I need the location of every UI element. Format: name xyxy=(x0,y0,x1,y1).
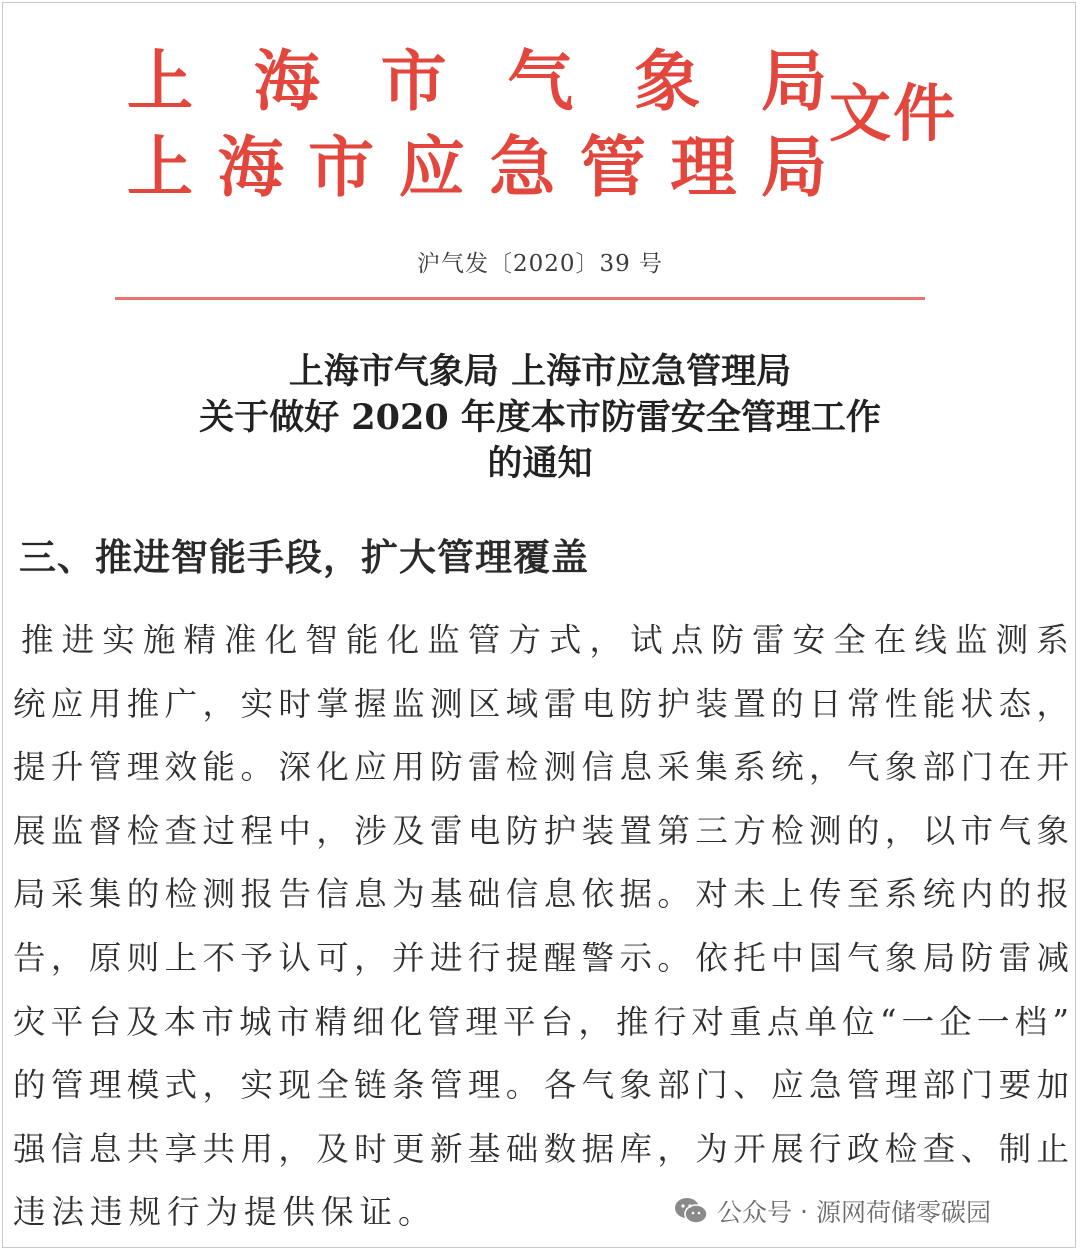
body-char: 管 xyxy=(429,1066,463,1105)
notice-title-line-3: 的通知 xyxy=(487,443,593,484)
body-char: 告 xyxy=(13,938,46,977)
body-char: 展 xyxy=(13,811,46,850)
body-char: 进 xyxy=(429,938,463,977)
body-char: 单 xyxy=(804,1002,837,1041)
body-line xyxy=(13,1118,1069,1182)
body-char: 依 xyxy=(695,938,728,977)
body-char: 用 xyxy=(240,1129,273,1168)
body-char: 醒 xyxy=(543,938,577,977)
body-char: 传 xyxy=(809,875,842,914)
body-char: 气 xyxy=(846,938,880,977)
body-char: 更 xyxy=(392,1129,425,1168)
body-char: 管 xyxy=(427,1002,461,1041)
body-char: 实 xyxy=(240,1066,273,1105)
body-char: 展 xyxy=(771,1129,804,1168)
body-char: 用 xyxy=(392,748,425,787)
body-char: 三 xyxy=(695,811,728,850)
body-char: 以 xyxy=(922,811,956,850)
agency-name-emergency xyxy=(127,128,827,206)
agency-name-char: 急 xyxy=(489,128,556,206)
body-char: 装 xyxy=(581,811,615,850)
body-char: 要 xyxy=(998,1066,1032,1105)
body-char: 检 xyxy=(126,811,160,850)
body-char: 及 xyxy=(316,1129,349,1168)
body-char: 本 xyxy=(163,1002,197,1041)
body-char: 档 xyxy=(1014,1002,1048,1041)
body-char: 理 xyxy=(126,748,160,787)
body-char: 局 xyxy=(922,938,956,977)
section-heading: 三、推进智能手段，扩大管理覆盖 xyxy=(19,536,589,579)
agency-name-char: 上 xyxy=(127,42,193,120)
agency-name-char: 上 xyxy=(127,128,193,206)
body-line xyxy=(13,736,1069,800)
body-char: 据 xyxy=(581,1129,615,1168)
body-char: 第 xyxy=(657,811,690,850)
body-char: 雷 xyxy=(543,684,577,723)
body-char: 上 xyxy=(164,938,198,977)
body-char: 门 xyxy=(960,748,994,787)
body-char: 效 xyxy=(164,748,198,787)
body-char: 精 xyxy=(183,621,216,659)
body-char: 推 xyxy=(616,1002,649,1041)
body-char: 测 xyxy=(809,811,842,850)
body-char: 在 xyxy=(998,748,1032,787)
section-body xyxy=(13,609,1069,1245)
agency-name-char: 海 xyxy=(217,128,284,206)
body-char: 市 xyxy=(201,1002,234,1041)
body-char: 试 xyxy=(630,621,663,659)
body-char: 推 xyxy=(21,621,54,659)
body-char: 息 xyxy=(543,875,577,914)
body-char: 的 xyxy=(13,1066,46,1105)
body-char: 则 xyxy=(126,938,160,977)
body-char: 。 xyxy=(240,748,273,787)
body-char: 。 xyxy=(505,1066,539,1105)
body-char: 监 xyxy=(50,811,84,850)
agency-name-char: 管 xyxy=(579,128,646,206)
body-char: 理 xyxy=(88,1066,122,1105)
body-char: 象 xyxy=(884,938,918,977)
body-char: 托 xyxy=(733,938,766,977)
body-char: 检 xyxy=(884,1129,918,1168)
body-char: 程 xyxy=(240,811,273,850)
body-char: 报 xyxy=(240,875,273,914)
body-char: 、 xyxy=(960,1129,994,1168)
body-char: 应 xyxy=(50,684,84,723)
body-char: 智 xyxy=(305,621,338,659)
body-char: 的 xyxy=(846,811,880,850)
body-char: 雷 xyxy=(429,811,463,850)
body-char: 深 xyxy=(278,748,311,787)
body-char: 信 xyxy=(505,875,539,914)
body-char: 础 xyxy=(505,1129,539,1168)
body-char: 对 xyxy=(695,875,728,914)
agency-name-char: 理 xyxy=(670,128,737,206)
agency-name-meteorological xyxy=(127,42,827,120)
body-char: 集 xyxy=(88,875,122,914)
body-char: 方 xyxy=(508,621,541,659)
body-char: 升 xyxy=(50,748,84,787)
body-char: 全 xyxy=(833,621,866,659)
agency-name-char: 局 xyxy=(760,128,827,206)
body-char: 统 xyxy=(771,748,804,787)
body-char: 测 xyxy=(543,748,577,787)
body-char: 雷 xyxy=(467,748,501,787)
body-char: 共 xyxy=(126,1129,160,1168)
body-char: 状 xyxy=(960,684,994,723)
body-char: 式 xyxy=(548,621,582,659)
body-char: 、 xyxy=(733,1066,766,1105)
body-char: 息 xyxy=(88,1129,122,1168)
body-char: 告 xyxy=(278,875,311,914)
body-char: 护 xyxy=(543,811,577,850)
body-char: 部 xyxy=(922,1066,956,1105)
body-char: 监 xyxy=(955,621,988,659)
body-char: 提 xyxy=(505,938,539,977)
body-char: 理 xyxy=(467,1066,501,1105)
body-char: 在 xyxy=(873,621,907,659)
body-char: 信 xyxy=(581,748,615,787)
body-char: 态 xyxy=(998,684,1032,723)
body-char: 施 xyxy=(142,621,176,659)
document-number: 沪气发〔2020〕39 号 xyxy=(416,251,664,277)
body-line xyxy=(13,927,1069,991)
body-char: ， xyxy=(278,1129,311,1168)
body-char: 置 xyxy=(619,811,653,850)
body-char: 防 xyxy=(960,938,994,977)
body-char: 精 xyxy=(314,1002,348,1041)
body-line xyxy=(13,673,1069,737)
agency-name-char: 象 xyxy=(634,42,701,120)
body-char: 对 xyxy=(691,1002,724,1041)
body-char: 台 xyxy=(540,1002,574,1041)
body-char: 测 xyxy=(202,875,236,914)
body-char: 防 xyxy=(711,621,744,659)
body-char: 握 xyxy=(354,684,387,723)
body-char: 础 xyxy=(467,875,501,914)
body-char: 台 xyxy=(88,1002,121,1041)
body-line xyxy=(13,800,1069,864)
body-char: 行 xyxy=(467,938,501,977)
agency-name-char: 应 xyxy=(398,128,465,206)
body-char: 减 xyxy=(1036,938,1069,977)
body-char: 化 xyxy=(264,621,298,659)
body-line: 违法违规行为提供保证。 xyxy=(13,1193,437,1232)
body-char: 一 xyxy=(901,1002,935,1041)
body-char: 链 xyxy=(354,1066,387,1105)
body-char: 市 xyxy=(960,811,994,850)
body-char: ， xyxy=(50,938,84,977)
body-char: 理 xyxy=(884,1066,918,1105)
body-char: 并 xyxy=(392,938,425,977)
agency-name-char: 市 xyxy=(380,42,447,120)
wechat-icon xyxy=(673,1196,709,1226)
body-char: 防 xyxy=(429,748,463,787)
body-char: 为 xyxy=(695,1129,728,1168)
body-char: 警 xyxy=(581,938,615,977)
body-char: 常 xyxy=(846,684,880,723)
body-char: 化 xyxy=(389,1002,423,1041)
body-char: 重 xyxy=(729,1002,762,1041)
body-char: 装 xyxy=(695,684,728,723)
body-char: 库 xyxy=(619,1129,653,1168)
body-char: 日 xyxy=(809,684,842,723)
body-char: 进 xyxy=(61,621,95,659)
body-char: 部 xyxy=(922,748,956,787)
body-line xyxy=(13,991,1069,1055)
body-char: 式 xyxy=(164,1066,198,1105)
body-char: 部 xyxy=(657,1066,690,1105)
body-char: ， xyxy=(884,811,918,850)
agency-name-char: 市 xyxy=(308,128,375,206)
body-char: 时 xyxy=(354,1129,387,1168)
body-char: 提 xyxy=(13,748,46,787)
agency-name-char: 海 xyxy=(253,42,320,120)
body-char: 化 xyxy=(386,621,419,659)
body-char: 应 xyxy=(771,1066,804,1105)
body-char: 集 xyxy=(695,748,728,787)
body-char: 系 xyxy=(1036,621,1069,659)
body-char: 平 xyxy=(502,1002,536,1041)
body-char: 市 xyxy=(276,1002,310,1041)
body-char: ， xyxy=(589,621,623,659)
body-char: 监 xyxy=(392,684,425,723)
body-char: 依 xyxy=(581,875,615,914)
body-char: 雷 xyxy=(998,938,1032,977)
body-char: 中 xyxy=(771,938,804,977)
body-char: 共 xyxy=(202,1129,236,1168)
body-char: 统 xyxy=(922,875,956,914)
body-char: “ xyxy=(879,1002,897,1041)
body-char: 防 xyxy=(619,684,653,723)
body-char: 平 xyxy=(50,1002,84,1041)
body-char: ， xyxy=(657,1129,690,1168)
body-char: 。 xyxy=(657,875,690,914)
body-char: ， xyxy=(1036,684,1069,723)
body-char: 可 xyxy=(316,938,349,977)
body-char: 气 xyxy=(581,1066,615,1105)
body-char: 的 xyxy=(771,684,804,723)
body-char: 息 xyxy=(354,875,387,914)
body-char: 上 xyxy=(771,875,804,914)
body-char: ， xyxy=(316,811,349,850)
body-line xyxy=(13,609,1069,673)
body-char: 安 xyxy=(792,621,826,659)
body-char: 气 xyxy=(846,748,880,787)
body-char: 新 xyxy=(429,1129,463,1168)
body-char: 为 xyxy=(392,875,425,914)
body-char: 管 xyxy=(50,1066,84,1105)
body-char: 实 xyxy=(240,684,273,723)
body-char: 涉 xyxy=(354,811,387,850)
body-char: 内 xyxy=(960,875,994,914)
body-char: 置 xyxy=(733,684,766,723)
watermark-label: 公众号 xyxy=(717,1198,793,1227)
body-char: 电 xyxy=(467,811,501,850)
body-line xyxy=(13,863,1069,927)
agency-name-char: 局 xyxy=(760,42,827,120)
body-char: 过 xyxy=(202,811,236,850)
body-char: 能 xyxy=(345,621,379,659)
body-char: 门 xyxy=(695,1066,728,1105)
body-char: 检 xyxy=(771,811,804,850)
body-char: 的 xyxy=(126,875,160,914)
body-char: 区 xyxy=(467,684,501,723)
body-char: 至 xyxy=(846,875,880,914)
body-char: 检 xyxy=(164,875,198,914)
body-char: 实 xyxy=(102,621,135,659)
body-char: 予 xyxy=(240,938,273,977)
body-char: 监 xyxy=(427,621,460,659)
body-char: ， xyxy=(202,684,236,723)
body-char: 管 xyxy=(88,748,122,787)
body-char: 门 xyxy=(960,1066,994,1105)
watermark-separator: · xyxy=(800,1196,808,1226)
body-char: 开 xyxy=(733,1129,766,1168)
body-char: 细 xyxy=(352,1002,385,1041)
body-char: 灾 xyxy=(13,1002,46,1041)
body-char: 基 xyxy=(467,1129,501,1168)
body-char: 城 xyxy=(239,1002,272,1041)
body-char: 行 xyxy=(653,1002,687,1041)
body-char: 位 xyxy=(842,1002,875,1041)
body-char: 广 xyxy=(164,684,198,723)
body-char: 基 xyxy=(429,875,463,914)
watermark-account: 源网荷储零碳园 xyxy=(815,1198,991,1227)
document-type-label: 文件 xyxy=(829,77,958,150)
body-char: 域 xyxy=(505,684,539,723)
body-char: 象 xyxy=(619,1066,653,1105)
body-char: 统 xyxy=(13,684,46,723)
body-char: 查 xyxy=(164,811,198,850)
body-char: 信 xyxy=(50,1129,84,1168)
body-char: 掌 xyxy=(316,684,349,723)
body-char: 不 xyxy=(202,938,236,977)
body-char: ， xyxy=(809,748,842,787)
body-char: 原 xyxy=(88,938,122,977)
body-char: 管 xyxy=(467,621,501,659)
body-char: 点 xyxy=(766,1002,800,1041)
body-char: 模 xyxy=(126,1066,160,1105)
body-char: 政 xyxy=(846,1129,880,1168)
body-char: 系 xyxy=(884,875,918,914)
body-char: 能 xyxy=(202,748,236,787)
body-char: 方 xyxy=(733,811,766,850)
body-char: 气 xyxy=(998,811,1032,850)
body-char: 国 xyxy=(809,938,842,977)
body-line xyxy=(13,1054,1069,1118)
body-char: 测 xyxy=(429,684,463,723)
body-char: ， xyxy=(578,1002,611,1041)
agency-name-char: 气 xyxy=(507,42,574,120)
body-char: 采 xyxy=(50,875,84,914)
body-char: 全 xyxy=(316,1066,349,1105)
body-char: 及 xyxy=(126,1002,159,1041)
body-char: 强 xyxy=(13,1129,46,1168)
body-char: 企 xyxy=(939,1002,972,1041)
body-char: ， xyxy=(202,1066,236,1105)
body-char: 局 xyxy=(13,875,46,914)
body-char: 电 xyxy=(581,684,615,723)
document-page xyxy=(2,2,1076,1248)
notice-title xyxy=(3,349,1076,487)
body-char: 。 xyxy=(657,938,690,977)
body-char: 护 xyxy=(657,684,690,723)
body-char: 条 xyxy=(392,1066,425,1105)
body-char: 能 xyxy=(922,684,956,723)
body-char: 检 xyxy=(505,748,539,787)
body-char: 象 xyxy=(884,748,918,787)
body-char: 时 xyxy=(278,684,311,723)
body-char: 息 xyxy=(619,748,653,787)
body-char: 制 xyxy=(998,1129,1032,1168)
body-char: 雷 xyxy=(751,621,785,659)
body-char: 点 xyxy=(670,621,704,659)
body-char: 急 xyxy=(809,1066,842,1105)
body-char: 应 xyxy=(354,748,387,787)
body-char: 线 xyxy=(914,621,947,659)
body-char: 准 xyxy=(224,621,257,659)
body-char: 行 xyxy=(809,1129,842,1168)
body-char: 示 xyxy=(619,938,653,977)
body-char: 止 xyxy=(1036,1129,1069,1168)
body-char: 测 xyxy=(995,621,1029,659)
notice-title-line-2: 关于做好 2020 年度本市防雷安全管理工作 xyxy=(199,397,881,438)
body-char: 加 xyxy=(1036,1066,1069,1105)
body-char: 化 xyxy=(316,748,349,787)
body-char: 的 xyxy=(998,875,1032,914)
red-header-rule xyxy=(115,297,925,300)
body-char: 未 xyxy=(733,875,766,914)
body-char: 性 xyxy=(884,684,918,723)
body-char: 及 xyxy=(392,811,425,850)
body-char: 信 xyxy=(316,875,349,914)
body-char: 象 xyxy=(1036,811,1069,850)
body-char: 各 xyxy=(543,1066,577,1105)
body-char: 开 xyxy=(1036,748,1069,787)
body-char: ， xyxy=(354,938,387,977)
body-char: 管 xyxy=(846,1066,880,1105)
body-char: ” xyxy=(1052,1002,1069,1041)
notice-title-line-1: 上海市气象局 上海市应急管理局 xyxy=(288,351,792,392)
body-char: 享 xyxy=(164,1129,198,1168)
body-char: 理 xyxy=(465,1002,498,1041)
body-char: 采 xyxy=(657,748,690,787)
body-char: 认 xyxy=(278,938,311,977)
body-char: 推 xyxy=(126,684,160,723)
wechat-watermark xyxy=(673,1191,991,1231)
body-char: 中 xyxy=(278,811,311,850)
body-char: 督 xyxy=(88,811,122,850)
body-char: 数 xyxy=(543,1129,577,1168)
body-char: 据 xyxy=(619,875,653,914)
body-char: 防 xyxy=(505,811,539,850)
body-char: 查 xyxy=(922,1129,956,1168)
body-char: 系 xyxy=(733,748,766,787)
body-char: 一 xyxy=(976,1002,1010,1041)
body-char: 现 xyxy=(278,1066,311,1105)
body-char: 用 xyxy=(88,684,122,723)
body-char: 报 xyxy=(1036,875,1069,914)
